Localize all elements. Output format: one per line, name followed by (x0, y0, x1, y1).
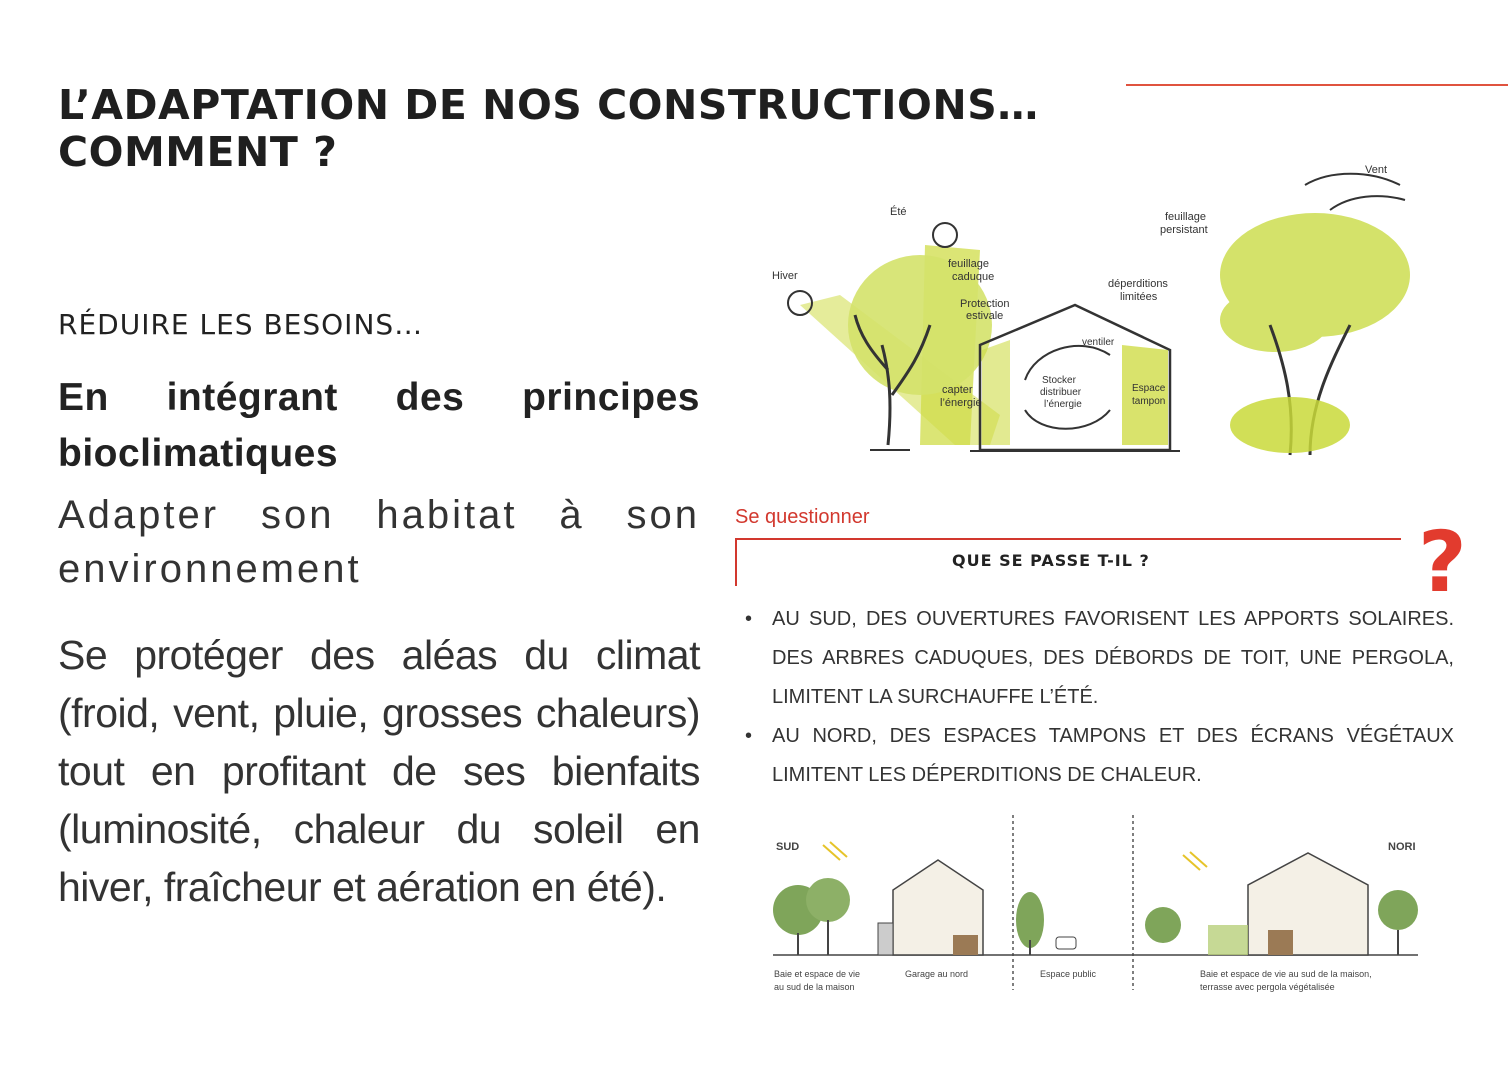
se-questionner-label: Se questionner (735, 506, 870, 528)
question-box-top-border (735, 538, 1401, 540)
label-stocker-3: l’énergie (1044, 399, 1082, 410)
label-hiver: Hiver (772, 270, 798, 282)
wind-arrows (1305, 174, 1405, 210)
caption-2: Garage au nord (905, 969, 969, 979)
header-rule (1126, 84, 1508, 86)
label-feuillage-caduque-1: feuillage (948, 258, 989, 270)
caption-1-line-1: Baie et espace de vie (774, 969, 861, 979)
label-espace-1: Espace (1132, 383, 1166, 394)
bullet-icon: • (745, 725, 753, 747)
section-subtitle: RÉDUIRE LES BESOINS… (58, 308, 424, 341)
label-stocker-2: distribuer (1040, 387, 1082, 398)
label-protection-1: Protection (960, 298, 1010, 310)
left-house (878, 860, 983, 955)
label-deperditions-1: déperditions (1108, 278, 1168, 290)
caption-4-line-1: Baie et espace de vie au sud de la maison, (1200, 969, 1372, 979)
caption-3: Espace public (1040, 969, 1097, 979)
label-ventiler: ventiler (1082, 337, 1115, 348)
list-item (740, 717, 1454, 795)
label-protection-2: estivale (966, 310, 1004, 322)
label-feuillage-caduque-2: caduque (952, 271, 995, 283)
adapt-habitat-line: Adapter son habitat à son environnement (58, 493, 700, 591)
question-mark-icon: ? (1418, 513, 1467, 611)
south-north-section-diagram (768, 815, 1428, 1005)
question-box-title: QUE SE PASSE T-IL ? (952, 551, 1150, 570)
label-feuillage-persistant-1: feuillage (1165, 211, 1206, 223)
label-nord: NORI (1388, 841, 1416, 853)
title-line-1: L’ADAPTATION DE NOS CONSTRUCTIONS… (58, 81, 1039, 129)
bullet-icon: • (745, 608, 753, 630)
label-capter-2: l’énergie (940, 397, 982, 409)
label-capter-1: capter (942, 384, 973, 396)
bullet-text-north: AU NORD, DES ESPACES TAMPONS ET DES ÉCRANS VÉGÉTAUX LIMITENT LES DÉPERDITIONS DE CHALEUR. (772, 725, 1454, 786)
label-deperditions-2: limitées (1120, 291, 1158, 303)
bioclimatic-heading: En intégrant des principes bioclimatiques (58, 376, 700, 475)
question-bullet-list (740, 600, 1454, 795)
list-item (740, 600, 1454, 717)
public-space-tree (1016, 892, 1076, 955)
label-espace-2: tampon (1132, 396, 1166, 407)
bullet-text-south: AU SUD, DES OUVERTURES FAVORISENT LES APPORTS SOLAIRES. DES ARBRES CADUQUES, DES DÉBORDS DE TOIT, UNE PERGOLA, LIMITENT LA SURCHAUFFE L’ÉTÉ. (772, 608, 1454, 708)
sun-arrow-icon (823, 842, 1207, 870)
south-trees (773, 878, 850, 955)
evergreen-tree (1220, 213, 1410, 455)
caption-1-line-2: au sud de la maison (774, 982, 855, 992)
protect-paragraph: Se protéger des aléas du climat (froid, vent, pluie, grosses chaleurs) tout en profitant de ses bienfaits (luminosité, chaleur du soleil en hiver, fraîcheur et aération en été). (58, 632, 700, 910)
caption-4-line-2: terrasse avec pergola végétalisée (1200, 982, 1335, 992)
bioclimatic-house-diagram (770, 155, 1420, 485)
label-ete: Été (890, 206, 907, 218)
label-vent: Vent (1365, 164, 1388, 176)
label-stocker-1: Stocker (1042, 375, 1076, 386)
label-feuillage-persistant-2: persistant (1160, 224, 1208, 236)
label-sud: SUD (776, 841, 800, 853)
summer-sun-icon (933, 223, 957, 247)
right-house (1208, 853, 1368, 955)
title-line-2: COMMENT ? (58, 128, 338, 176)
question-box-left-border (735, 538, 737, 586)
